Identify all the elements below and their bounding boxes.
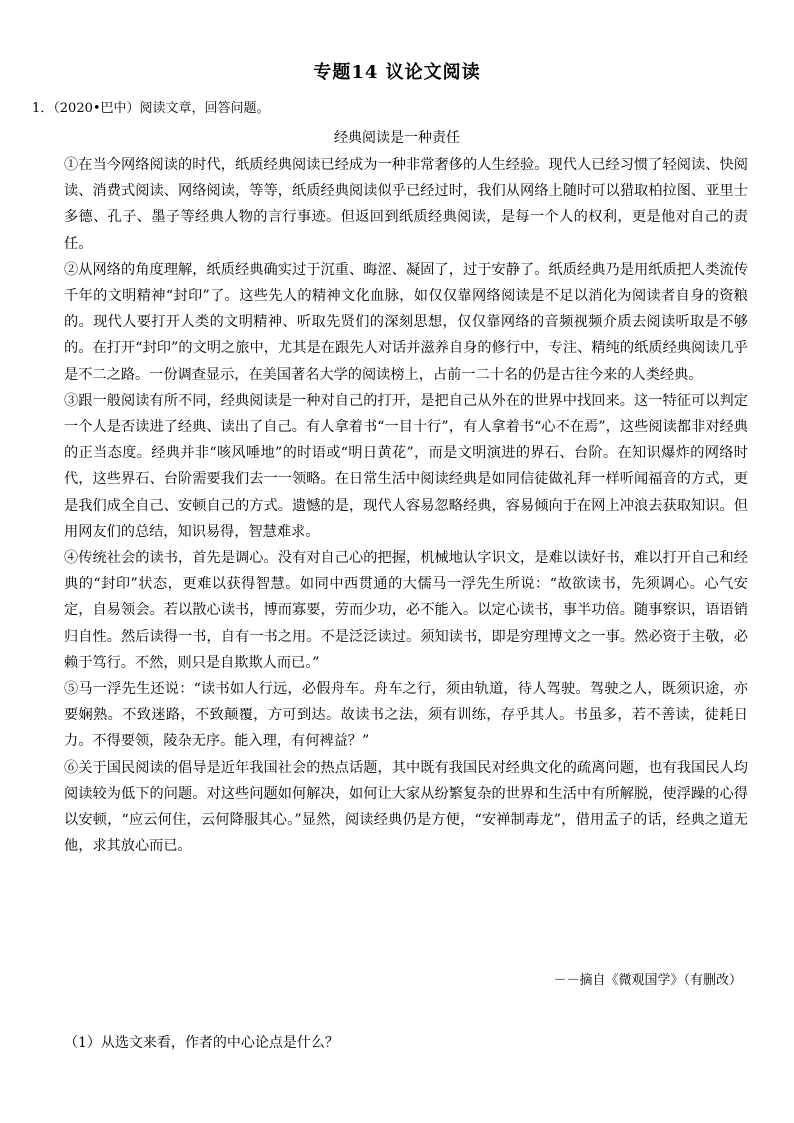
sub-question-1: （1）从选文来看，作者的中心论点是什么？ (64, 1035, 339, 1051)
paragraph-2: ②从网络的角度理解，纸质经典确实过于沉重、晦涩、凝固了，过于安静了。纸质经典乃是用纸质把人类流传千年的文明精神“封印”了。这些先人的精神文化血脉，如仅仅靠网络阅读是不足以消化为阅读者自身的资粮的。现代人要打开人类的文明精神、听取先贤们的深刻思想，仅仅靠网络的音频视频介质去阅读听取是不够的。在打开“封印”的文明之旅中，尤其是在跟先人对话并滋养自身的修行中，专注、精纯的纸质经典阅读几乎是不二之路。一份调查显示，在美国著名大学的阅读榜上，占前一二十名的仍是古往今来的人类经典。 (64, 261, 748, 383)
paragraph-1: ①在当今网络阅读的时代，纸质经典阅读已经成为一种非常奢侈的人生经验。现代人已经习惯了轻阅读、快阅读、消费式阅读、网络阅读，等等，纸质经典阅读似乎已经过时，我们从网络上随时可以猎取柏拉图、亚里士多德、孔子、墨子等经典人物的言行事迹。但返回到纸质经典阅读，是每一个人的权利，更是他对自己的责任。 (64, 157, 748, 252)
question-heading: 1．（2020•巴中）阅读文章，回答问题。 (32, 101, 270, 116)
paragraph-6: ⑥关于国民阅读的倡导是近年我国社会的热点话题，其中既有我国民对经典文化的疏离问题，也有我国民人均阅读较为低下的问题。对这些问题如何解决，如何让大家从纷繁复杂的世界和生活中有所解脱，使浮躁的心得以安顿，“应云何住，云何降服其心。”显然，阅读经典仍是方便，“安禅制毒龙”，借用孟子的话，经典之道无他，求其放心而已。 (64, 759, 748, 855)
page-title: 专题14 议论文阅读 (313, 62, 481, 83)
article-body (64, 152, 748, 859)
paragraph-5: ⑤马一浮先生还说：“读书如人行远，必假舟车。舟车之行，须由轨道，待人驾驶。驾驶之人，既须识途，亦要娴熟。不致迷路，不致颠覆，方可到达。故读书之法，须有训练，存乎其人。书虽多，若不善读，徒耗日力。不得要领，陵杂无序。能入理，有何裨益？” (64, 681, 748, 750)
article-title: 经典阅读是一种责任 (334, 130, 460, 146)
paragraph-3: ③跟一般阅读有所不同，经典阅读是一种对自己的打开，是把自己从外在的世界中找回来。这一特征可以判定一个人是否读进了经典、读出了自己。有人拿着书“一目十行”，有人拿着书“心不在焉”，这些阅读都非对经典的正当态度。经典并非“咳风唾地”的时语或“明日黄花”，而是文明演进的界石、台阶。在知识爆炸的网络时代，这些界石、台阶需要我们去一一领略。在日常生活中阅读经典是如同信徒做礼拜一样听闻福音的方式，更是我们成全自己、安顿自己的方式。遗憾的是，现代人容易忽略经典，容易倾向于在网上冲浪去获取知识。但用网友们的总结，知识易得，智慧难求。 (64, 392, 748, 540)
paragraph-4: ④传统社会的读书，首先是调心。没有对自己心的把握，机械地认字识文，是难以读好书，难以打开自己和经典的“封印”状态，更难以获得智慧。如同中西贯通的大儒马一浮先生所说：“故欲读书，先须调心。心气安定，自易领会。若以散心读书，博而寡要，劳而少功，必不能入。以定心读书，事半功倍。随事察识，语语销归自性。然后读得一书，自有一书之用。不是泛泛读过。须知读书，即是穷理博文之一事。然必资于主敬，必赖于笃行。不然，则只是自欺欺人而已。” (64, 550, 748, 671)
source-citation: －－摘自《微观国学》（有删改） (553, 973, 742, 988)
